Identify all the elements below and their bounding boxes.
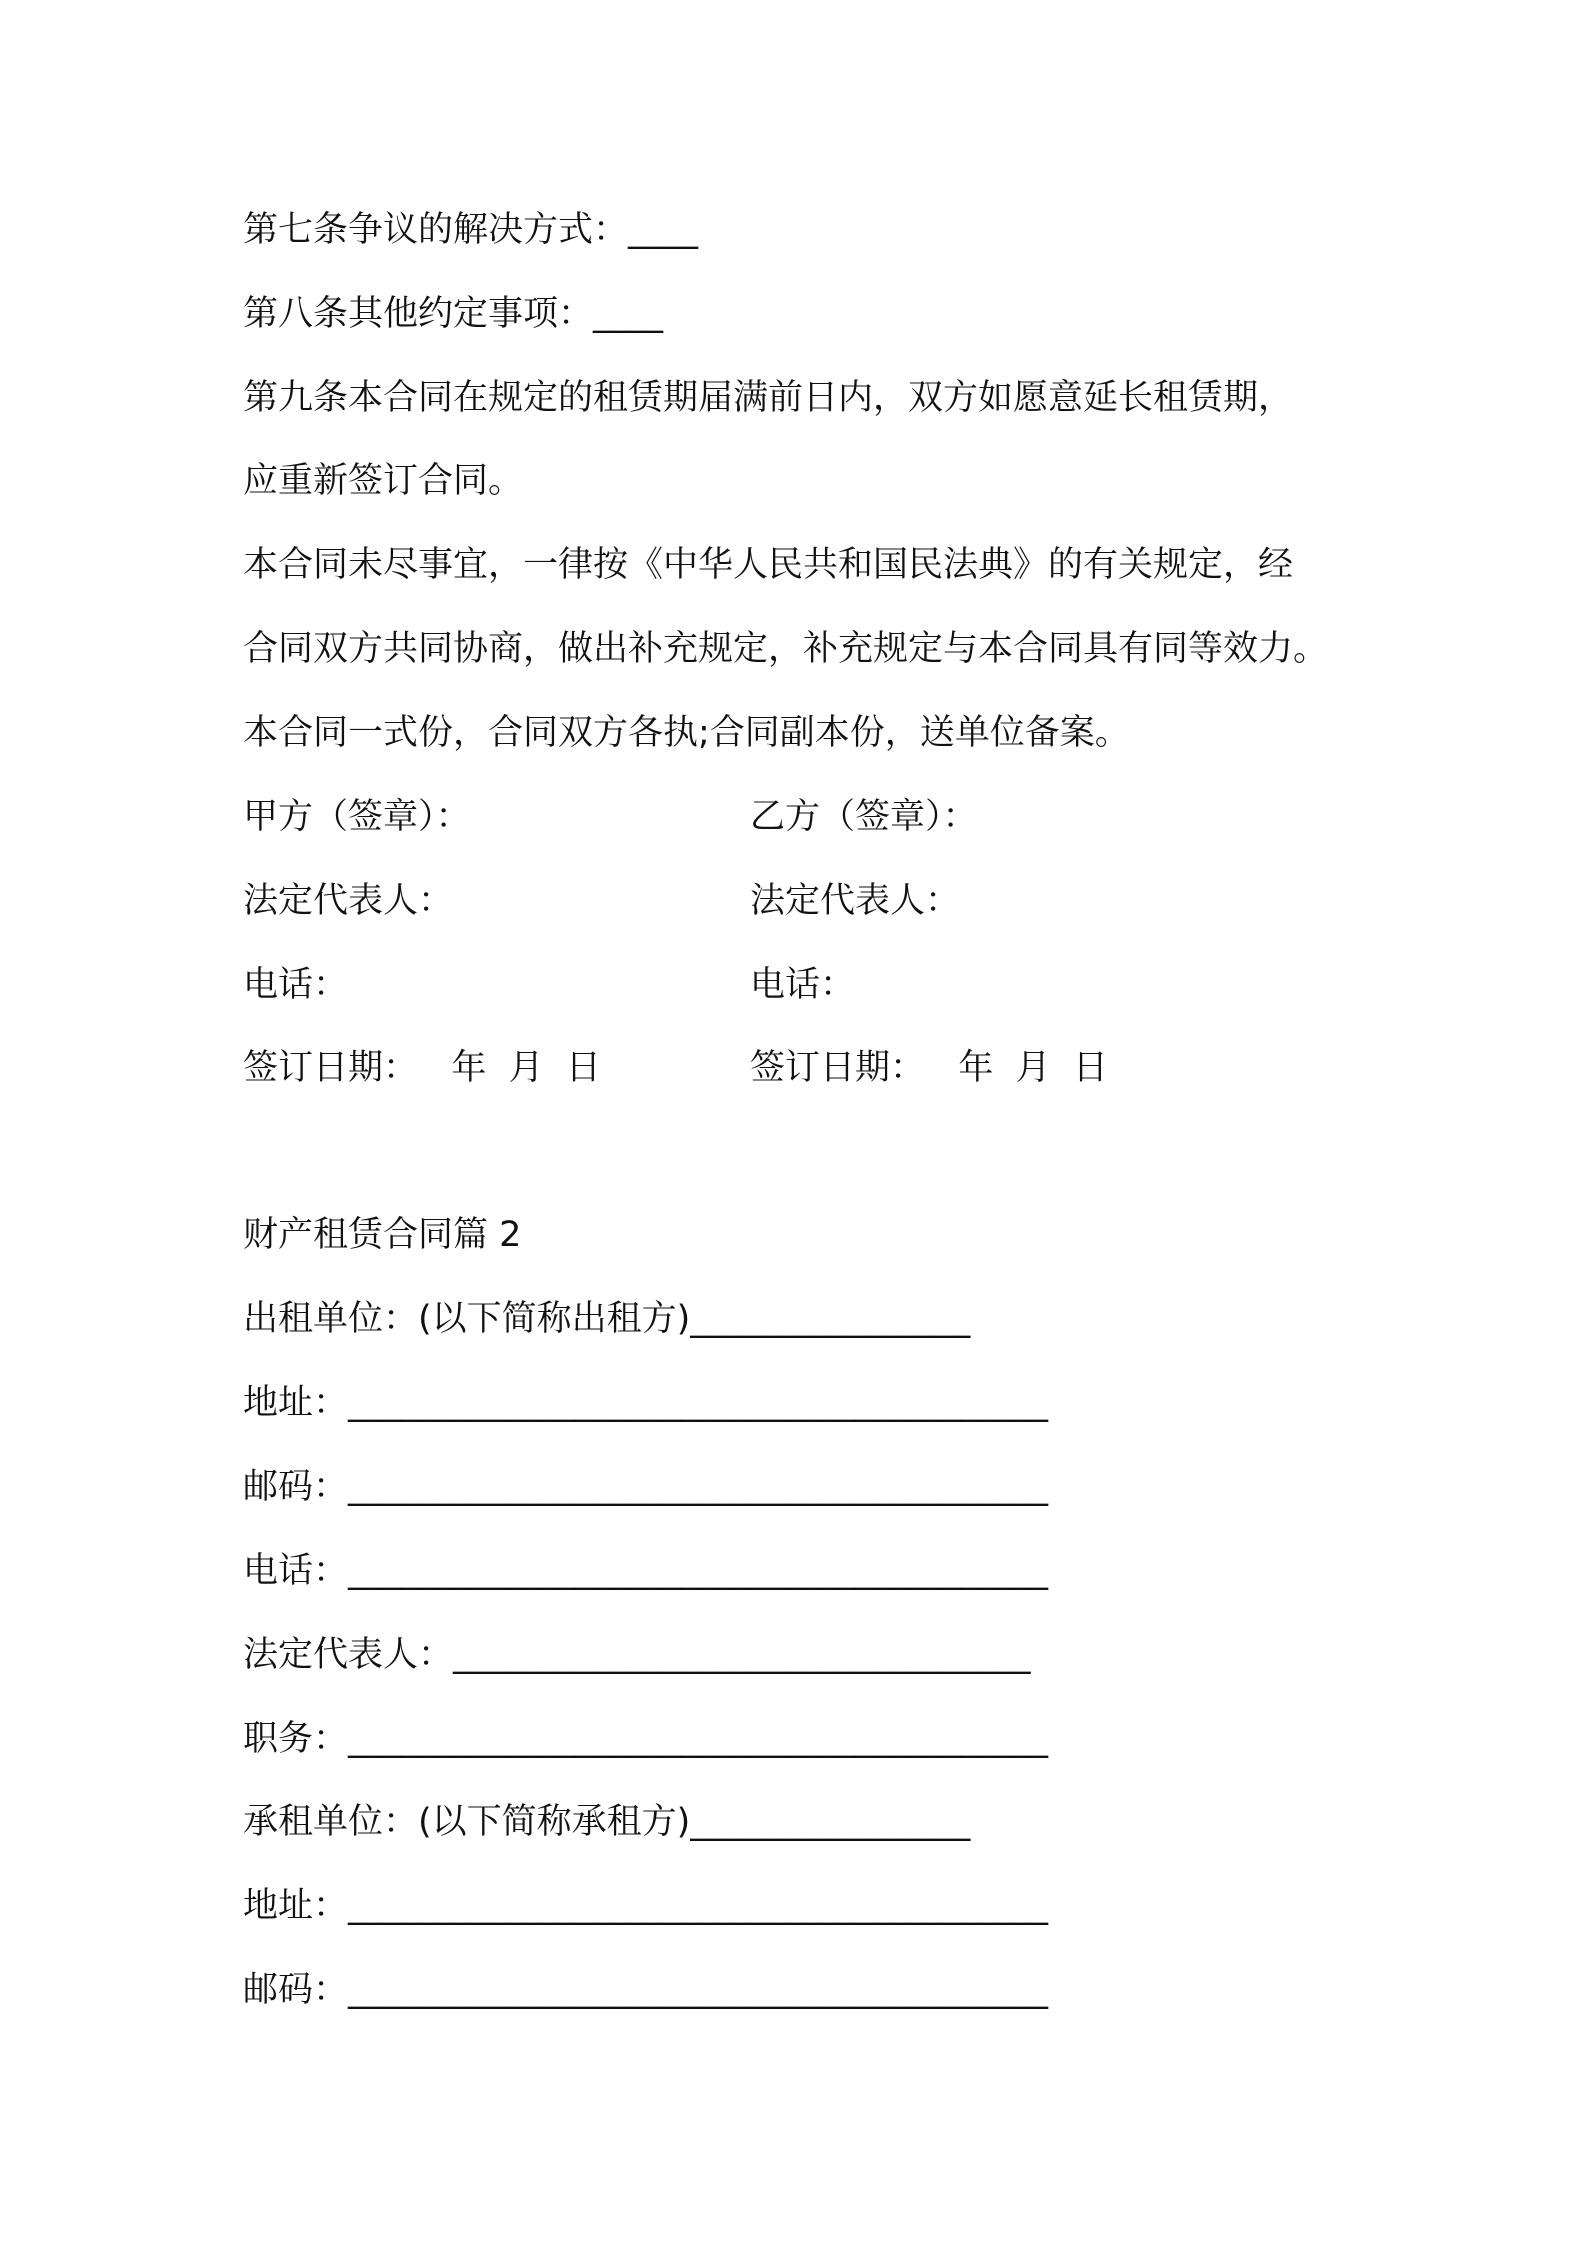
article-9-line-2: 应重新签订合同。 bbox=[243, 461, 524, 501]
copies-clause: 本合同一式份，合同双方各执;合同副本份，送单位备案。 bbox=[243, 713, 1130, 753]
article-7: 第七条争议的解决方式：____ bbox=[243, 210, 699, 250]
lessee-address: 地址：________________________________________ bbox=[243, 1886, 1049, 1926]
lessor-address: 地址：________________________________________ bbox=[243, 1383, 1049, 1423]
clause-line-2: 合同双方共同协商，做出补充规定，补充规定与本合同具有同等效力。 bbox=[243, 629, 1329, 669]
lessee-unit: 承租单位：(以下简称承租方)________________ bbox=[243, 1802, 971, 1842]
section-2-title: 财产租赁合同篇 2 bbox=[243, 1215, 522, 1255]
party-b-representative: 法定代表人： bbox=[750, 881, 961, 921]
lessor-representative: 法定代表人：_________________________________ bbox=[243, 1635, 1031, 1675]
lessor-postcode: 邮码：________________________________________ bbox=[243, 1467, 1049, 1507]
party-b-date: 签订日期： 年 月 日 bbox=[750, 1048, 1108, 1088]
lessor-position: 职务：________________________________________ bbox=[243, 1719, 1049, 1759]
clause-line-1: 本合同未尽事宜，一律按《中华人民共和国民法典》的有关规定，经 bbox=[243, 545, 1294, 585]
party-b-phone: 电话： bbox=[750, 965, 856, 1005]
party-b-signature: 乙方（签章）： bbox=[750, 797, 978, 837]
party-a-phone: 电话： bbox=[243, 965, 349, 1005]
lessee-postcode: 邮码：________________________________________ bbox=[243, 1970, 1049, 2010]
article-8: 第八条其他约定事项：____ bbox=[243, 294, 664, 334]
party-a-date: 签订日期： 年 月 日 bbox=[243, 1048, 601, 1088]
party-a-signature: 甲方（签章）： bbox=[243, 797, 471, 837]
party-a-representative: 法定代表人： bbox=[243, 881, 454, 921]
article-9-line-1: 第九条本合同在规定的租赁期届满前日内，双方如愿意延长租赁期， bbox=[243, 378, 1294, 418]
lessor-phone: 电话：________________________________________ bbox=[243, 1551, 1049, 1591]
lessor-unit: 出租单位：(以下简称出租方)________________ bbox=[243, 1299, 971, 1339]
